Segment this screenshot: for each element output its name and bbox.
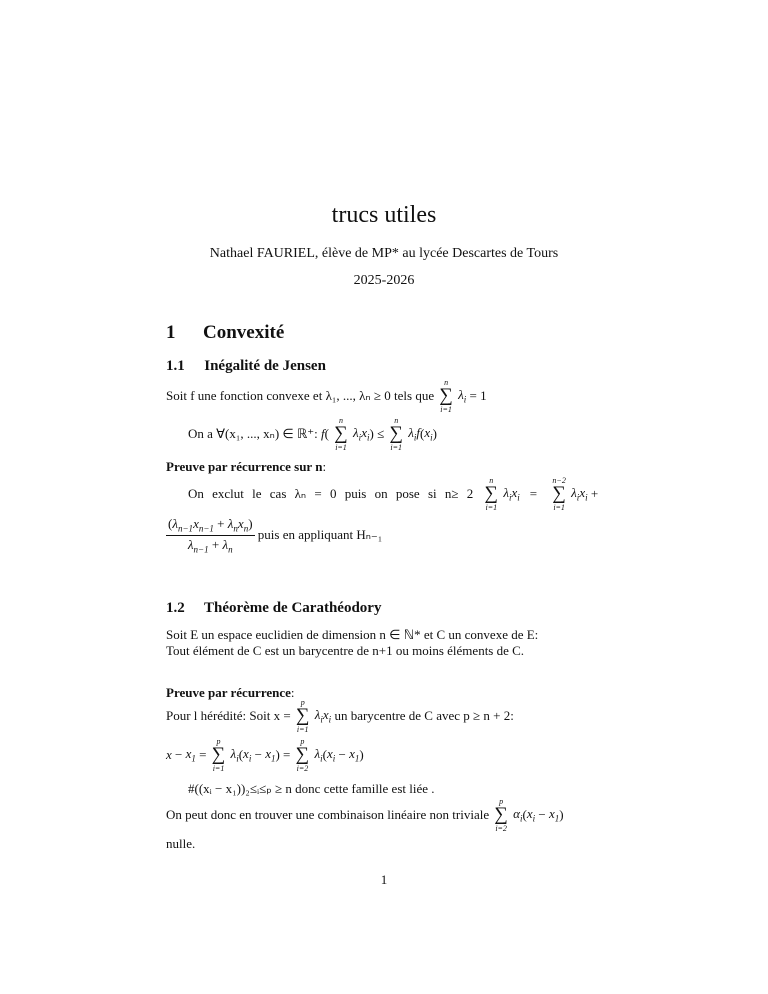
jensen-proof-line2-text: puis en appliquant Hₙ₋₁ [257,527,383,543]
sum-symbol: n ∑ i=1 [484,476,499,512]
cara-proof-label: Preuve par récurrence: [166,685,295,700]
cara-difference-line: $x - x_1$ = p ∑ i=1 $\lambda_i(x_i - x_1)$ = p ∑ i=2 $\lambda_i(x_i - x_1)$ [166,737,364,773]
cara-card-line: #((xᵢ − x₁))₂≤ᵢ≤ₚ ≥ n donc cette famille est liée . [188,781,435,796]
cara-heredite-text: Pour l hérédité: Soit x = [166,708,291,723]
subsection-heading-caratheodory [166,600,381,617]
subsection-heading-jensen [166,358,326,375]
cara-statement-line2: Tout élément de C est un barycentre de n+1 ou moins éléments de C. [166,643,525,658]
subsection-title: Théorème de Carathéodory [203,600,382,616]
jensen-proof-label-text: Preuve par récurrence sur n [166,459,323,474]
sum-symbol: n ∑ i=1 [389,416,403,452]
subsection-number: 1.2 [166,600,185,616]
jensen-hypothesis-text: Soit f une fonction convexe et λ₁, ..., λₙ ≥ 0 tels que [166,388,435,403]
jensen-hypothesis: Soit f une fonction convexe et λ₁, ..., λₙ ≥ 0 tels que n ∑ i=1 $\lambda_i = 1$ [166,378,487,414]
sum-symbol: n−2 ∑ i=1 [552,476,566,512]
cara-statement-line1: Soit E un espace euclidien de dimension n ∈ ℕ* et C un convexe de E: [166,627,539,642]
fraction: $\frac{(\lambda_{n-1}x_{n-1} + \lambda_nx_n)}{\lambda_{n-1} + \lambda_n}$ [168,516,253,555]
page-number: 1 [380,872,388,887]
sum-symbol: p ∑ i=1 [211,737,226,773]
sum-symbol: p ∑ i=1 [295,698,310,734]
jensen-proof-line1: On exclut le cas λₙ = 0 puis on pose si n≥ 2 n ∑ i=1 $\lambda_ix_i$ = n−2 ∑ i=1 $\lambda_ix_i$ + [188,476,599,512]
jensen-proof-label: Preuve par récurrence sur n: [166,459,327,474]
section-title: Convexité [203,322,285,343]
cara-combo-line: On peut donc en trouver une combinaison linéaire non triviale p ∑ i=2 $\alpha_i(x_i - x_1)$ [166,797,564,833]
cara-heredite-line: Pour l hérédité: Soit x = p ∑ i=1 $\lambda_ix_i$ un barycentre de C avec p ≥ n + 2: [166,698,514,734]
subsection-title: Inégalité de Jensen [204,358,326,374]
date-line: 2025-2026 [353,273,415,288]
author-line: Nathael FAURIEL, élève de MP* au lycée Descartes de Tours [209,246,559,261]
sum-symbol: n ∑ i=1 [439,378,453,414]
subsection-number: 1.1 [166,358,185,374]
sum-symbol: p ∑ i=2 [494,797,508,833]
sum-symbol: n ∑ i=1 [334,416,348,452]
section-number: 1 [166,322,176,343]
jensen-inequality: On a ∀(x₁, ..., xₙ) ∈ ℝ⁺: f( n ∑ i=1 $\lambda_ix_i$) ≤ n ∑ i=1 $\lambda_if(x_i)$ [188,416,438,452]
document-title: trucs utiles [331,202,437,228]
section-heading [166,322,284,344]
cara-proof-label-text: Preuve par récurrence [166,685,291,700]
jensen-inequality-text: On a ∀(x₁, ..., xₙ) ∈ ℝ⁺: [188,426,318,441]
cara-nulle: nulle. [166,836,196,851]
cara-combo-text: On peut donc en trouver une combinaison linéaire non triviale [166,807,490,822]
cara-heredite-end: un barycentre de C avec p ≥ n + 2: [334,708,514,723]
sum-symbol: p ∑ i=2 [295,737,310,773]
jensen-proof-line1-text: On exclut le cas λₙ = 0 puis on pose si n≥ 2 [188,486,474,501]
jensen-proof-line2 [166,516,382,554]
